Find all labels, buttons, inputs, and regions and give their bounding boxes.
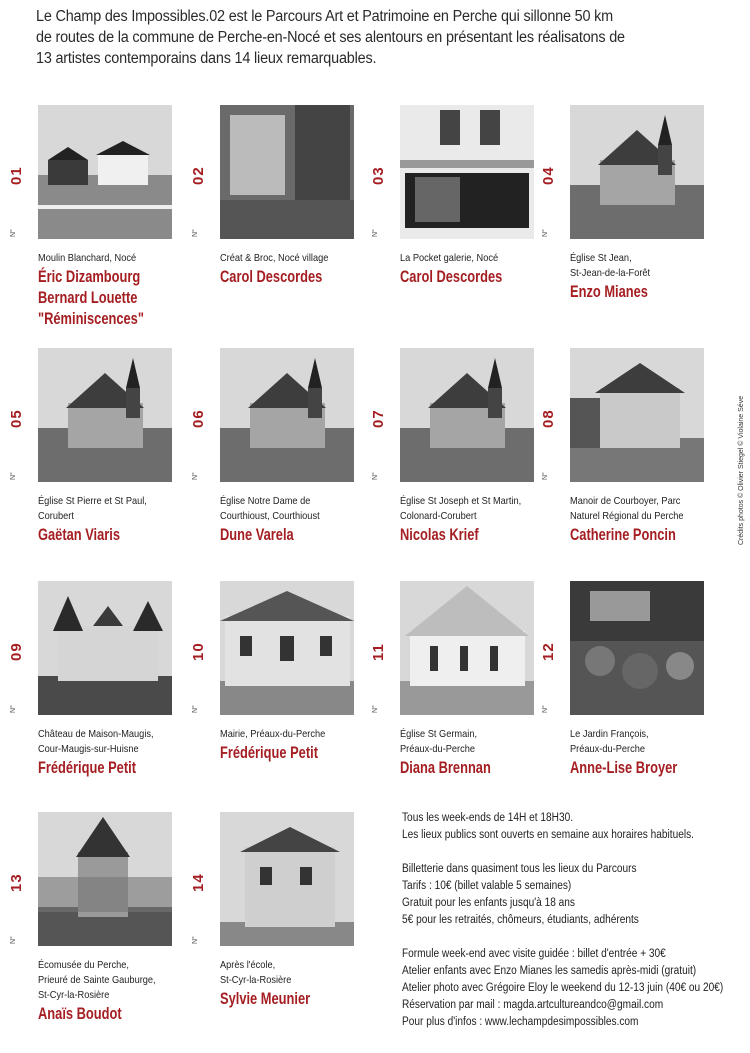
site-number: 01 bbox=[8, 166, 25, 185]
intro-line: de routes de la commune de Perche-en-Nocé et ses alentours en présentant les réalisatons de bbox=[36, 29, 625, 46]
site-location: St-Cyr-la-Rosière bbox=[220, 974, 292, 986]
number-label: N° bbox=[372, 705, 379, 713]
number-label: N° bbox=[542, 472, 549, 480]
info-line[interactable]: Pour plus d'infos : www.lechampdesimpossibles.com bbox=[402, 1016, 639, 1028]
site-photo bbox=[400, 581, 534, 715]
artist-name: Gaëtan Viaris bbox=[38, 526, 121, 544]
site-number: 08 bbox=[540, 409, 557, 428]
number-label: N° bbox=[192, 936, 199, 944]
number-label: N° bbox=[542, 705, 549, 713]
artist-name: Sylvie Meunier bbox=[220, 990, 311, 1008]
site-photo bbox=[38, 105, 172, 239]
info-line: Gratuit pour les enfants jusqu'à 18 ans bbox=[402, 897, 575, 909]
site-location: St-Cyr-la-Rosière bbox=[38, 989, 110, 1001]
info-line: Atelier enfants avec Enzo Mianes les samedis après-midi (gratuit) bbox=[402, 965, 697, 977]
artist-name: Anaïs Boudot bbox=[38, 1005, 122, 1023]
info-line: Tous les week-ends de 14H et 18H30. bbox=[402, 812, 574, 824]
site-photo bbox=[570, 105, 704, 239]
site-location: Église St Jean, bbox=[570, 252, 632, 264]
info-line[interactable]: Réservation par mail : magda.artcultureandco@gmail.com bbox=[402, 999, 664, 1011]
site-number: 05 bbox=[8, 409, 25, 428]
site-location: Colonard-Corubert bbox=[400, 510, 477, 522]
site-location: Créat & Broc, Nocé village bbox=[220, 252, 329, 264]
site-location: Préaux-du-Perche bbox=[570, 743, 645, 755]
site-photo bbox=[400, 348, 534, 482]
site-number: 14 bbox=[190, 873, 207, 892]
site-location: Après l'école, bbox=[220, 959, 276, 971]
site-location: Moulin Blanchard, Nocé bbox=[38, 252, 137, 264]
number-label: N° bbox=[372, 229, 379, 237]
site-number: 07 bbox=[370, 409, 387, 428]
site-location: Manoir de Courboyer, Parc bbox=[570, 495, 681, 507]
artist-name: Anne-Lise Broyer bbox=[570, 759, 678, 777]
site-number: 02 bbox=[190, 166, 207, 185]
info-line: Formule week-end avec visite guidée : billet d'entrée + 30€ bbox=[402, 948, 666, 960]
site-location: Écomusée du Perche, bbox=[38, 959, 129, 971]
site-location: La Pocket galerie, Nocé bbox=[400, 252, 499, 264]
artist-name: Enzo Mianes bbox=[570, 283, 648, 301]
artist-name: Dune Varela bbox=[220, 526, 294, 544]
site-number: 12 bbox=[540, 642, 557, 661]
intro-paragraph bbox=[36, 6, 687, 69]
site-location: Le Jardin François, bbox=[570, 728, 649, 740]
artist-name: Catherine Poncin bbox=[570, 526, 676, 544]
number-label: N° bbox=[192, 229, 199, 237]
artist-name: Bernard Louette bbox=[38, 289, 138, 307]
artist-name: Diana Brennan bbox=[400, 759, 491, 777]
number-label: N° bbox=[10, 472, 17, 480]
info-hours bbox=[402, 810, 694, 844]
info-line: Billetterie dans quasiment tous les lieux du Parcours bbox=[402, 863, 637, 875]
site-number: 03 bbox=[370, 166, 387, 185]
number-label: N° bbox=[192, 472, 199, 480]
site-location: Église St Germain, bbox=[400, 728, 478, 740]
site-location: Préaux-du-Perche bbox=[400, 743, 475, 755]
site-photo bbox=[220, 348, 354, 482]
info-tickets bbox=[402, 861, 639, 929]
site-location: Église St Joseph et St Martin, bbox=[400, 495, 522, 507]
intro-line: 13 artistes contemporains dans 14 lieux remarquables. bbox=[36, 50, 377, 67]
number-label: N° bbox=[10, 936, 17, 944]
info-extras bbox=[402, 946, 723, 1031]
info-line: Tarifs : 10€ (billet valable 5 semaines) bbox=[402, 880, 572, 892]
info-line: Atelier photo avec Grégoire Eloy le weekend du 12-13 juin (40€ ou 20€) bbox=[402, 982, 724, 994]
site-photo bbox=[570, 348, 704, 482]
site-number: 09 bbox=[8, 642, 25, 661]
number-label: N° bbox=[10, 229, 17, 237]
site-number: 04 bbox=[540, 166, 557, 185]
number-label: N° bbox=[372, 472, 379, 480]
info-line: 5€ pour les retraités, chômeurs, étudiants, adhérents bbox=[402, 914, 639, 926]
site-photo bbox=[220, 105, 354, 239]
site-location: St-Jean-de-la-Forêt bbox=[570, 267, 651, 279]
site-photo bbox=[38, 348, 172, 482]
site-location: Cour-Maugis-sur-Huisne bbox=[38, 743, 139, 755]
site-photo bbox=[38, 812, 172, 946]
site-location: Naturel Régional du Perche bbox=[570, 510, 684, 522]
site-location: Mairie, Préaux-du-Perche bbox=[220, 728, 326, 740]
number-label: N° bbox=[542, 229, 549, 237]
artist-name: Carol Descordes bbox=[220, 268, 323, 286]
artist-name: Nicolas Krief bbox=[400, 526, 479, 544]
site-number: 11 bbox=[370, 643, 387, 661]
site-location: Église St Pierre et St Paul, bbox=[38, 495, 147, 507]
number-label: N° bbox=[10, 705, 17, 713]
site-photo bbox=[38, 581, 172, 715]
photo-credit: Crédits photos © Olivier Stiegel © Violaine Séve bbox=[738, 395, 745, 545]
site-location: Courthioust, Courthioust bbox=[220, 510, 320, 522]
info-line: Les lieux publics sont ouverts en semaine aux horaires habituels. bbox=[402, 829, 694, 841]
artist-name: Éric Dizambourg bbox=[38, 268, 141, 286]
site-location: Château de Maison-Maugis, bbox=[38, 728, 154, 740]
artist-name: "Réminiscences" bbox=[38, 310, 144, 328]
artist-name: Carol Descordes bbox=[400, 268, 503, 286]
number-label: N° bbox=[192, 705, 199, 713]
artist-name: Frédérique Petit bbox=[38, 759, 136, 777]
site-number: 10 bbox=[190, 642, 207, 661]
site-photo bbox=[220, 581, 354, 715]
site-photo bbox=[400, 105, 534, 239]
site-number: 06 bbox=[190, 409, 207, 428]
site-location: Église Notre Dame de bbox=[220, 495, 311, 507]
site-location: Corubert bbox=[38, 510, 74, 522]
site-photo bbox=[570, 581, 704, 715]
site-photo bbox=[220, 812, 354, 946]
intro-line: Le Champ des Impossibles.02 est le Parcours Art et Patrimoine en Perche qui sillonne 50 km bbox=[36, 8, 613, 25]
artist-name: Frédérique Petit bbox=[220, 744, 318, 762]
site-number: 13 bbox=[8, 873, 25, 892]
site-location: Prieuré de Sainte Gauburge, bbox=[38, 974, 156, 986]
